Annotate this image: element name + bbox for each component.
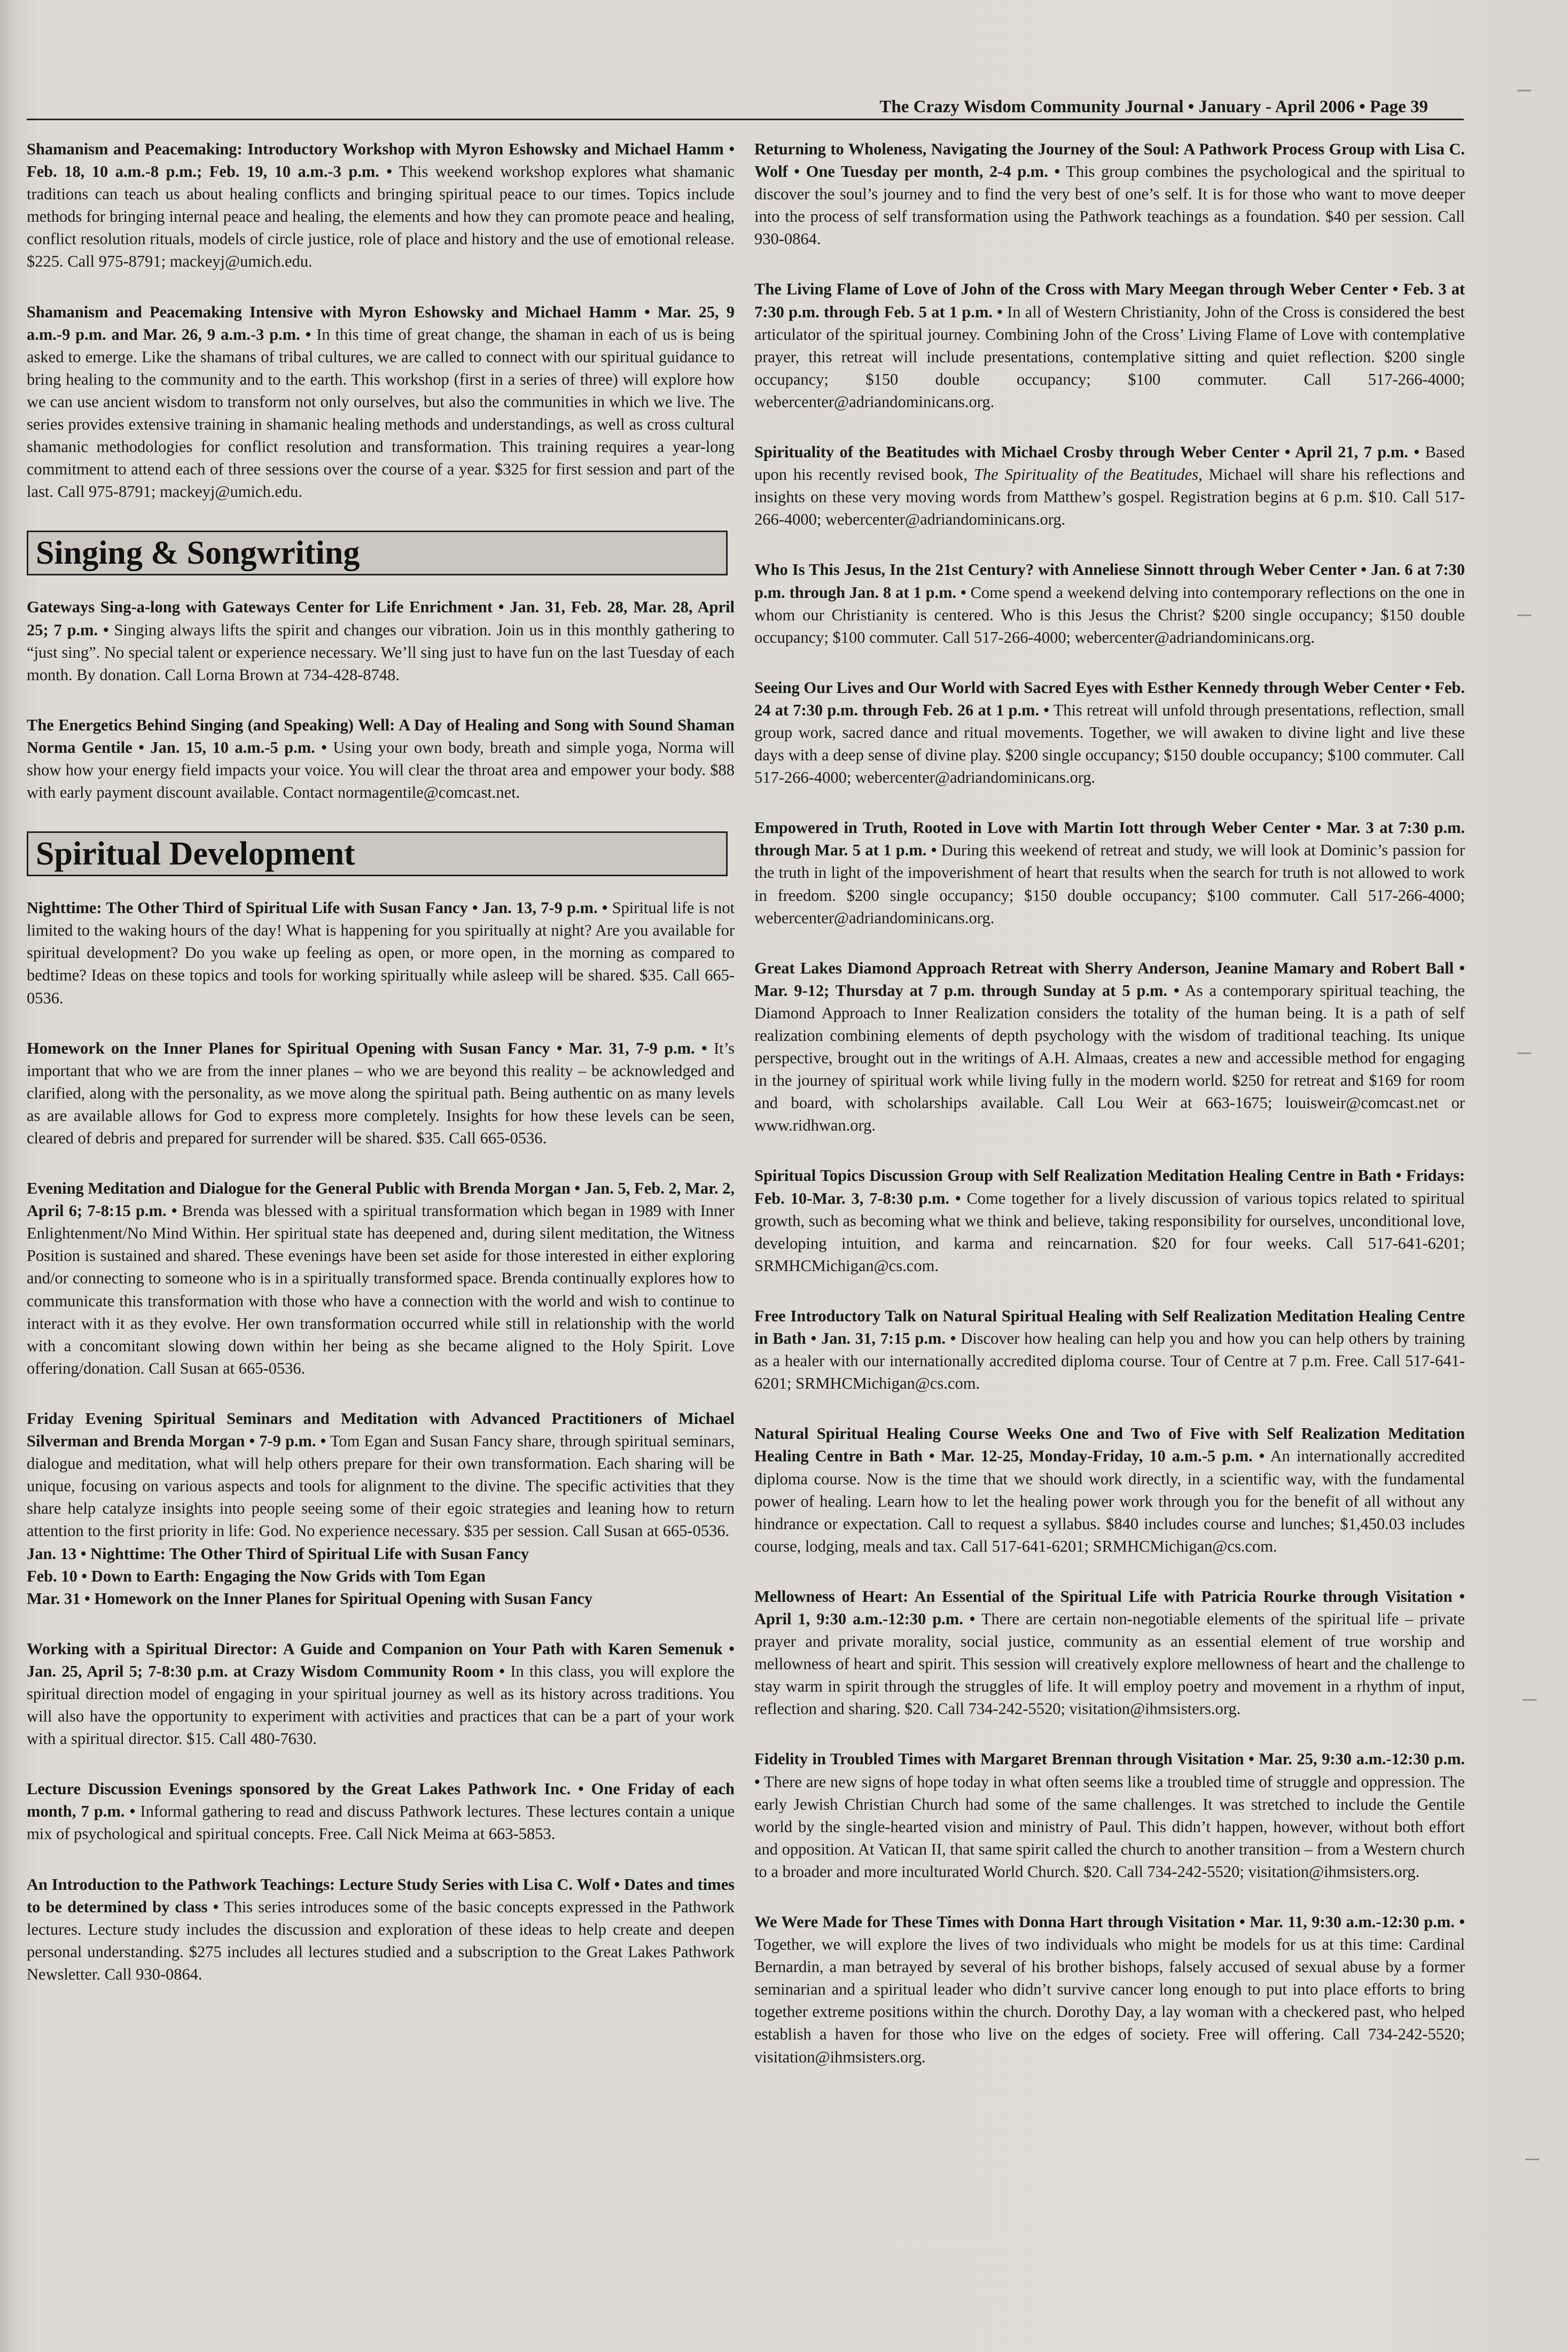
listing-body: This series introduces some of the basic concepts expressed in the Pathwork lectures. Lecture study includes the discussion and exploration of these ideas to help create and deepen personal understanding. $275 includes all lectures studied and a subscription to the Great Lakes Pathwork Newsletter. Call 930-0864. (27, 1897, 735, 1983)
listing-title: Returning to Wholeness, Navigating the Journey of the Soul: A Pathwork Process Group with Lisa C. Wolf • One Tuesday per month, 2-4 p.m. • (754, 140, 1465, 181)
listing-body: , Michael will share his reflections and insights on these very moving words from Matthew’s gospel. Registration begins at 6 p.m. $10. Call 517-266-4000; webercenter@adriandominicans.org. (754, 465, 1465, 529)
listing-title: The Living Flame of Love of John of the Cross with Mary Meegan through Weber Center • Feb. 3 at 7:30 p.m. through Feb. 5 at 1 p.m. • (754, 280, 1465, 321)
listing-title: Evening Meditation and Dialogue for the General Public with Brenda Morgan • Jan. 5, Feb. 2, Mar. 2, April 6; 7-8:15 p.m. • (27, 1179, 735, 1220)
listing-body: In this time of great change, the shaman in each of us is being asked to emerge. Like the shamans of tribal cultures, we are called to connect with our spiritual guidance to bring healing to the community and to the earth. This workshop (first in a series of three) will explore how we can use ancient wisdom to transform not only ourselves, but also the communities in which we live. The series provides extensive training in shamanic healing methods and understandings, as well as cross cultural shamanic methodologies for conflict resolution and transformation. This training requires a year-long commitment to attend each of three sessions over the course of a year. $325 for first session and part of the last. Call 975-8791; mackeyj@umich.edu. (27, 325, 735, 501)
session-date-item: Jan. 13 • Nighttime: The Other Third of Spiritual Life with Susan Fancy (27, 1544, 529, 1563)
listing-entry (27, 1638, 735, 1750)
listing-body: Singing always lifts the spirit and changes our vibration. Join us in this monthly gathering to “just sing”. No special talent or experience necessary. We’ll sing just to have fun on the last Tuesday of each month. By donation. Call Lorna Brown at 734-428-8748. (27, 620, 735, 684)
listing-title: Spiritual Topics Discussion Group with Self Realization Meditation Healing Centre in Bath • Fridays: Feb. 10-Mar. 3, 7-8:30 p.m. • (754, 1166, 1465, 1208)
listing-body: Discover how healing can help you and how you can help others by training as a healer with our internationally accredited diploma course. Tour of Centre at 7 p.m. Free. Call 517-641-6201; SRMHCMichigan@cs.com. (754, 1329, 1465, 1393)
scan-mark (1523, 1699, 1536, 1701)
listing-entry (27, 1873, 735, 1985)
listing-body: Tom Egan and Susan Fancy share, through spiritual seminars, dialogue and meditation, what will help others prepare for their own transformation. Each sharing will be unique, focusing on various aspects and tools for alignment to the divine. The specific activities that they share help catalyze insights into people seeing some of their egoic strategies and leaning how to return attention to the first priority in life: God. No experience necessary. $35 per session. Call Susan at 665-0536. (27, 1432, 735, 1540)
listing-body: Come together for a lively discussion of various topics related to spiritual growth, such as becoming what we think and believe, taking responsibility for ourselves, unconditional love, developing intuition, and karma and reincarnation. $20 for four weeks. Call 517-641-6201; SRMHCMichigan@cs.com. (754, 1189, 1465, 1275)
listing-entry (27, 1407, 735, 1543)
header-rule (27, 119, 1464, 120)
listing-body: This retreat will unfold through presentations, reflection, small group work, sacred dance and ritual movements. Together, we will awaken to divine light and live these days with a deep sense of divine play. $200 single occupancy; $150 double occupancy; $100 commuter. Call 517-266-4000; webercenter@adriandominicans.org. (754, 700, 1465, 787)
listing-title: Who Is This Jesus, In the 21st Century? with Anneliese Sinnott through Weber Center • Jan. 6 at 7:30 p.m. through Jan. 8 at 1 p.m. • (754, 560, 1465, 602)
listing-body: Come spend a weekend delving into contemporary reflections on the one in whom our Christianity is centered. Who is this Jesus the Christ? $200 single occupancy; $150 double occupancy; $100 commuter. Call 517-266-4000; webercenter@adriandominicans.org. (754, 583, 1465, 647)
scan-mark (1517, 1053, 1531, 1054)
listing-entry (754, 138, 1465, 250)
book-title: The Spirituality of the Beatitudes (973, 465, 1199, 484)
listing-body: There are new signs of hope today in what often seems like a troubled time of struggle and oppression. The early Jewish Christian Church had some of the same challenges. It was stretched to include the Gentile world by the single-hearted vision and ministry of Paul. This didn’t happen, however, without both effort and opposition. At Vatican II, that same spirit called the church to another transition – from a Western church to a broader and more inculturated World Church. $20. Call 734-242-5520; visitation@ihmsisters.org. (754, 1772, 1465, 1881)
listing-body: During this weekend of retreat and study, we will look at Dominic’s passion for the truth in light of the impoverishment of heart that results when the search for truth is not allowed to work in freedom. $200 single occupancy; $150 double occupancy; $100 commuter. Call 517-266-4000; webercenter@adriandominicans.org. (754, 841, 1465, 927)
listing-body: There are certain non-negotiable elements of the spiritual life – private prayer and private morality, social justice, community as an essential element of true worship and mellowness of heart and spirit. This session will creatively explore mellowness of heart and the challenge to stay warm in spirit through the struggles of life. It will employ poetry and movement in a rhythm of input, reflection and sharing. $20. Call 734-242-5520; visitation@ihmsisters.org. (754, 1609, 1465, 1718)
friday-session-list (27, 1543, 735, 1610)
listing-entry (754, 441, 1465, 531)
listing-body: Together, we will explore the lives of two individuals who might be models for us at this time: Cardinal Bernardin, a man betrayed by several of his brother bishops, falsely accused of sexual abuse by a former seminarian and a spiritual leader who didn’t survive cancer long enough to put into place efforts to bring together extreme positions within the church. Dorothy Day, a lay woman with a checkered past, who helped establish a haven for those who live on the edges of society. Free will offering. Call 734-242-5520; visitation@ihmsisters.org. (754, 1935, 1465, 2066)
listing-entry (27, 138, 735, 273)
listing-body: An internationally accredited diploma course. Now is the time that we should work directly, in a scientific way, with the fundamental power of healing. Learn how to let the healing power work through you for the benefit of all without any hindrance or expectation. Call to request a syllabus. $840 includes course and lunches; $1,450.03 includes course, lodging, meals and tax. Call 517-641-6201; SRMHCMichigan@cs.com. (754, 1447, 1465, 1555)
listing-title: Great Lakes Diamond Approach Retreat with Sherry Anderson, Jeanine Mamary and Robert Ball • Mar. 9-12; Thursday at 7 p.m. through Sunday at 5 p.m. • (754, 959, 1465, 1000)
listing-title: Shamanism and Peacemaking: Introductory Workshop with Myron Eshowsky and Michael Hamm • Feb. 18, 10 a.m.-8 p.m.; Feb. 19, 10 a.m.-3 p.m. • (27, 140, 735, 181)
listing-title: Friday Evening Spiritual Seminars and Meditation with Advanced Practitioners of Michael Silverman and Brenda Morgan • 7-9 p.m. • (27, 1409, 735, 1451)
right-column (754, 138, 1465, 2096)
listing-entry (754, 957, 1465, 1137)
session-date-item: Feb. 10 • Down to Earth: Engaging the Now Grids with Tom Egan (27, 1567, 486, 1585)
session-date-item: Mar. 31 • Homework on the Inner Planes for Spiritual Opening with Susan Fancy (27, 1589, 593, 1608)
listing-body: This group combines the psychological and the spiritual to discover the soul’s journey and to find the very best of one’s self. It is for those who want to move deeper into the process of self transformation using the Pathwork teachings as a foundation. $40 per session. Call 930-0864. (754, 162, 1465, 248)
listing-entry (27, 714, 735, 804)
scan-mark (1525, 2159, 1539, 2160)
listing-title: Seeing Our Lives and Our World with Sacred Eyes with Esther Kennedy through Weber Center • Feb. 24 at 7:30 p.m. through Feb. 26 at 1 p.m. • (754, 678, 1465, 719)
listing-title: Fidelity in Troubled Times with Margaret Brennan through Visitation • Mar. 25, 9:30 a.m.-12:30 p.m. • (754, 1750, 1465, 1791)
listing-title: Lecture Discussion Evenings sponsored by the Great Lakes Pathwork Inc. • One Friday of each month, 7 p.m. • (27, 1780, 735, 1821)
section-heading-spiritual: Spiritual Development (27, 831, 728, 876)
listing-entry (754, 278, 1465, 413)
listing-title: Shamanism and Peacemaking Intensive with Myron Eshowsky and Michael Hamm • Mar. 25, 9 a.m.-9 p.m. and Mar. 26, 9 a.m.-3 p.m. • (27, 302, 735, 344)
listing-entry (754, 816, 1465, 929)
listing-title: Mellowness of Heart: An Essential of the Spiritual Life with Patricia Rourke through Visitation • April 1, 9:30 a.m.-12:30 p.m. • (754, 1587, 1465, 1628)
listing-entry (27, 1037, 735, 1149)
listing-title: Gateways Sing-a-long with Gateways Center for Life Enrichment • Jan. 31, Feb. 28, Mar. 28, April 25; 7 p.m. • (27, 598, 735, 639)
listing-body: In this class, you will explore the spiritual direction model of engaging in your spiritual journey as well as its history across traditions. You will also have the opportunity to experiment with activities and practices that can be a part of your work with a spiritual director. $15. Call 480-7630. (27, 1662, 735, 1748)
listing-body: Brenda was blessed with a spiritual transformation which began in 1989 with Inner Enlightenment/No Mind Within. Her spiritual state has deepened and, during silent meditation, the Witness Position is sustained and shared. These evenings have been set aside for those interested in either exploring and/or connecting to someone who is in a spiritually transformed space. Brenda continually explores how to communicate this transformation with those who have a connection with the world and wish to continue to interact with it as they evolve. Her own transformation occurred while still in relationship with the world with a concomitant slowing down within her being as she became aligned to the Holy Spirit. Love offering/donation. Call Susan at 665-0536. (27, 1202, 735, 1377)
listing-body: Using your own body, breath and simple yoga, Norma will show how your energy field impacts your voice. You will clear the throat area and empower your body. $88 with early payment discount available. Contact normagentile@comcast.net. (27, 738, 735, 802)
listing-title: An Introduction to the Pathwork Teachings: Lecture Study Series with Lisa C. Wolf • Dates and times to be determined by class • (27, 1875, 735, 1916)
listing-entry (27, 1778, 735, 1845)
listing-body: Informal gathering to read and discuss Pathwork lectures. These lectures contain a unique mix of psychological and spiritual concepts. Free. Call Nick Meima at 663-5853. (27, 1802, 735, 1843)
listing-entry (754, 676, 1465, 789)
listing-entry (754, 1748, 1465, 1883)
listing-title: Spirituality of the Beatitudes with Michael Crosby through Weber Center • April 21, 7 p.m. • (754, 443, 1420, 462)
listing-body: Based upon his recently revised book, (754, 443, 1465, 484)
listing-entry (754, 1422, 1465, 1557)
listing-title: Natural Spiritual Healing Course Weeks One and Two of Five with Self Realization Meditation Healing Centre in Bath • Mar. 12-25, Monday-Friday, 10 a.m.-5 p.m. • (754, 1424, 1465, 1466)
listing-entry (754, 1164, 1465, 1276)
listing-body: It’s important that who we are from the inner planes – who we are beyond this reality – be acknowledged and clarified, along with the personality, as we move along the spiritual path. Being authentic on as many levels as are available allows for God to express more completely. Insights for how these levels can be seen, cleared of debris and prepared for surrender will be shared. $35. Call 665-0536. (27, 1039, 735, 1147)
listing-title: Working with a Spiritual Director: A Guide and Companion on Your Path with Karen Semenuk • Jan. 25, April 5; 7-8:30 p.m. at Crazy Wisdom Community Room • (27, 1639, 735, 1680)
listing-body: Spiritual life is not limited to the waking hours of the day! What is happening for you spiritually at night? Are you available for spiritual development? Do you wake up feeling as open, or more open, in the morning as compared to bedtime? Ideas on these topics and tools for working spiritually while asleep will be shared. $35. Call 665-0536. (27, 899, 735, 1007)
listing-title: Free Introductory Talk on Natural Spiritual Healing with Self Realization Meditation Healing Centre in Bath • Jan. 31, 7:15 p.m. • (754, 1306, 1465, 1348)
listing-body: As a contemporary spiritual teaching, the Diamond Approach to Inner Realization considers the totality of the human being. It is a path of self realization combining elements of depth psychology with the wisdom of traditional teaching. Its unique perspective, brought out in the writings of A.H. Almaas, creates a new and accessible method for engaging in the journey of spiritual work while living fully in the modern world. $250 for retreat and $169 for room and board, with scholarships available. Call Lou Weir at 663-1675; louisweir@comcast.net or www.ridhwan.org. (754, 981, 1465, 1135)
section-heading-singing: Singing & Songwriting (27, 531, 728, 575)
listing-title: We Were Made for These Times with Donna Hart through Visitation • Mar. 11, 9:30 a.m.-12:30 p.m. • (754, 1913, 1465, 1931)
scan-mark (1517, 614, 1531, 616)
listing-entry (754, 1911, 1465, 2068)
listing-title: Nighttime: The Other Third of Spiritual Life with Susan Fancy • Jan. 13, 7-9 p.m. • (27, 899, 608, 917)
listing-entry (27, 301, 735, 503)
listing-title: The Energetics Behind Singing (and Speaking) Well: A Day of Healing and Song with Sound Shaman Norma Gentile • Jan. 15, 10 a.m.-5 p.m. • (27, 715, 735, 757)
listing-body: This weekend workshop explores what shamanic traditions can teach us about healing conflicts and bringing spiritual peace to our times. Topics include methods for bringing internal peace and healing, the elements and how they can promote peace and healing, conflict resolution rituals, models of circle justice, role of place and history and the use of emotional release. $225. Call 975-8791; mackeyj@umich.edu. (27, 162, 735, 271)
scan-mark (1517, 90, 1531, 91)
listing-entry (754, 558, 1465, 648)
listing-entry (27, 596, 735, 686)
left-column (27, 138, 735, 2013)
listing-entry (27, 1177, 735, 1380)
listing-entry (754, 1305, 1465, 1395)
listing-title: Empowered in Truth, Rooted in Love with Martin Iott through Weber Center • Mar. 3 at 7:30 p.m. through Mar. 5 at 1 p.m. • (754, 819, 1465, 860)
listing-title: Homework on the Inner Planes for Spiritual Opening with Susan Fancy • Mar. 31, 7-9 p.m. • (27, 1039, 707, 1057)
listing-entry (27, 897, 735, 1009)
listing-body: In all of Western Christianity, John of the Cross is considered the best articulator of the spiritual journey. Combining John of the Cross’ Living Flame of Love with contemplative prayer, this retreat will include presentations, contemplative sitting and quiet reflection. $200 single occupancy; $150 double occupancy; $100 commuter. Call 517-266-4000; webercenter@adriandominicans.org. (754, 302, 1465, 411)
listing-entry (754, 1585, 1465, 1720)
page-header: The Crazy Wisdom Community Journal • January - April 2006 • Page 39 (879, 97, 1428, 116)
